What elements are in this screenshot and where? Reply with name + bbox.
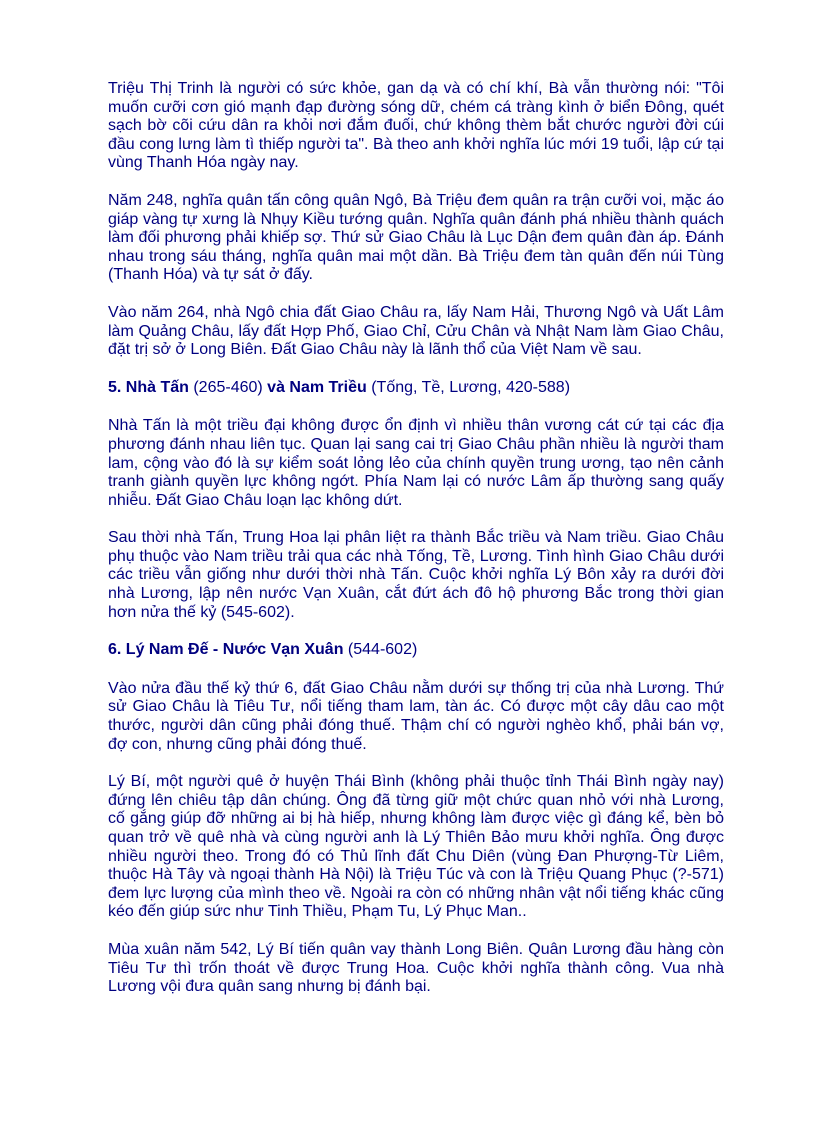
- paragraph-nam-264: Vào năm 264, nhà Ngô chia đất Giao Châu ra, lấy Nam Hải, Thương Ngô và Uất Lâm làm Quảng Châu, lấy đất Hợp Phố, Giao Chỉ, Cửu Chân và Nhật Nam làm Giao Châu, đặt trị sở ở Long Biên. Đất Giao Châu này là lãnh thổ của Việt Nam về sau.: [108, 303, 724, 359]
- paragraph-trieu-thi-trinh: Triệu Thị Trinh là người có sức khỏe, gan dạ và có chí khí, Bà vẫn thường nói: "Tôi muốn cưỡi cơn gió mạnh đạp đường sóng dữ, chém cá tràng kình ở biển Đông, quét sạch bờ cõi cứu dân ra khỏi nơi đắm đuối, chứ không thèm bắt chước người đời cúi đầu cong lưng làm tì thiếp người ta". Bà theo anh khởi nghĩa lúc mới 19 tuổi, lập cứ tại vùng Thanh Hóa ngày nay.: [108, 80, 724, 172]
- paragraph-nam-248: Năm 248, nghĩa quân tấn công quân Ngô, Bà Triệu đem quân ra trận cưỡi voi, mặc áo giáp vàng tự xưng là Nhụy Kiều tướng quân. Nghĩa quân đánh phá nhiều thành quách làm đối phương phải khiếp sợ. Thứ sử Giao Châu là Lục Dận đem quân đàn áp. Đánh nhau trong sáu tháng, nghĩa quân mai một dần. Bà Triệu đem tàn quân đến núi Tùng (Thanh Hóa) và tự sát ở đấy.: [108, 191, 724, 284]
- paragraph-nua-dau-the-ky-6: Vào nửa đầu thế kỷ thứ 6, đất Giao Châu nằm dưới sự thống trị của nhà Lương. Thứ sử Giao Châu là Tiêu Tư, nổi tiếng tham lam, tàn ác. Có được một cây dâu cao một thước, người dân cũng phải đóng thuế. Thậm chí có người nghèo khổ, phải bán vợ, đợ con, nhưng cũng phải đóng thuế.: [108, 679, 724, 753]
- heading-5-bold-2: và Nam Triều: [267, 378, 367, 396]
- heading-5-normal-1: (265-460): [188, 378, 268, 396]
- paragraph-sau-thoi-nha-tan: Sau thời nhà Tấn, Trung Hoa lại phân liệt ra thành Bắc triều và Nam triều. Giao Châu phụ thuộc vào Nam triều trải qua các nhà Tống, Tề, Lương. Tình hình Giao Châu dưới các triều vẫn giống như dưới thời nhà Tấn. Cuộc khởi nghĩa Lý Bôn xảy ra dưới đời nhà Lương, lập nên nước Vạn Xuân, cắt đứt ách đô hộ phương Bắc trong thời gian hơn nửa thế kỷ (545-602).: [108, 529, 724, 621]
- paragraph-nha-tan: Nhà Tấn là một triều đại không được ổn định vì nhiều thân vương cát cứ tại các địa phương đánh nhau liên tục. Quan lại sang cai trị Giao Châu phần nhiều là người tham lam, cộng vào đó là sự kiểm soát lỏng lẻo của chính quyền trung ương, tạo nên cảnh tranh giành quyền lực không ngớt. Phía Nam lại có nước Lâm ấp thường sang quấy nhiễu. Đất Giao Châu loạn lạc không dứt.: [108, 417, 724, 509]
- section-heading-5: [108, 379, 724, 398]
- document-page: [108, 80, 724, 1016]
- heading-5-normal-2: (Tống, Tề, Lương, 420-588): [366, 378, 571, 396]
- heading-5-bold-1: 5. Nhà Tấn: [108, 378, 189, 396]
- heading-6-normal-1: (544-602): [343, 641, 418, 659]
- paragraph-ly-bi: Lý Bí, một người quê ở huyện Thái Bình (không phải thuộc tỉnh Thái Bình ngày nay) đứng lên chiêu tập dân chúng. Ông đã từng giữ một chức quan nhỏ với nhà Lương, cố gắng giúp đỡ những ai bị hà hiếp, nhưng không làm được việc gì đáng kể, bèn bỏ quan trở về quê nhà và cùng người anh là Lý Thiên Bảo mưu khởi nghĩa. Ông được nhiều người theo. Trong đó có Thủ lĩnh đất Chu Diên (vùng Đan Phượng-Từ Liêm, thuộc Hà Tây và ngoại thành Hà Nội) là Triệu Túc và con là Triệu Quang Phục (?-571) đem lực lượng của mình theo về. Ngoài ra còn có những nhân vật nổi tiếng khác cũng kéo đến giúp sức như Tinh Thiều, Phạm Tu, Lý Phục Man..: [108, 773, 724, 921]
- section-heading-6: [108, 641, 724, 660]
- heading-6-bold-1: 6. Lý Nam Đế - Nước Vạn Xuân: [108, 641, 344, 659]
- paragraph-mua-xuan-542: Mùa xuân năm 542, Lý Bí tiến quân vay thành Long Biên. Quân Lương đầu hàng còn Tiêu Tư thì trốn thoát về được Trung Hoa. Cuộc khởi nghĩa thành công. Vua nhà Lương vội đưa quân sang nhưng bị đánh bại.: [108, 940, 724, 996]
